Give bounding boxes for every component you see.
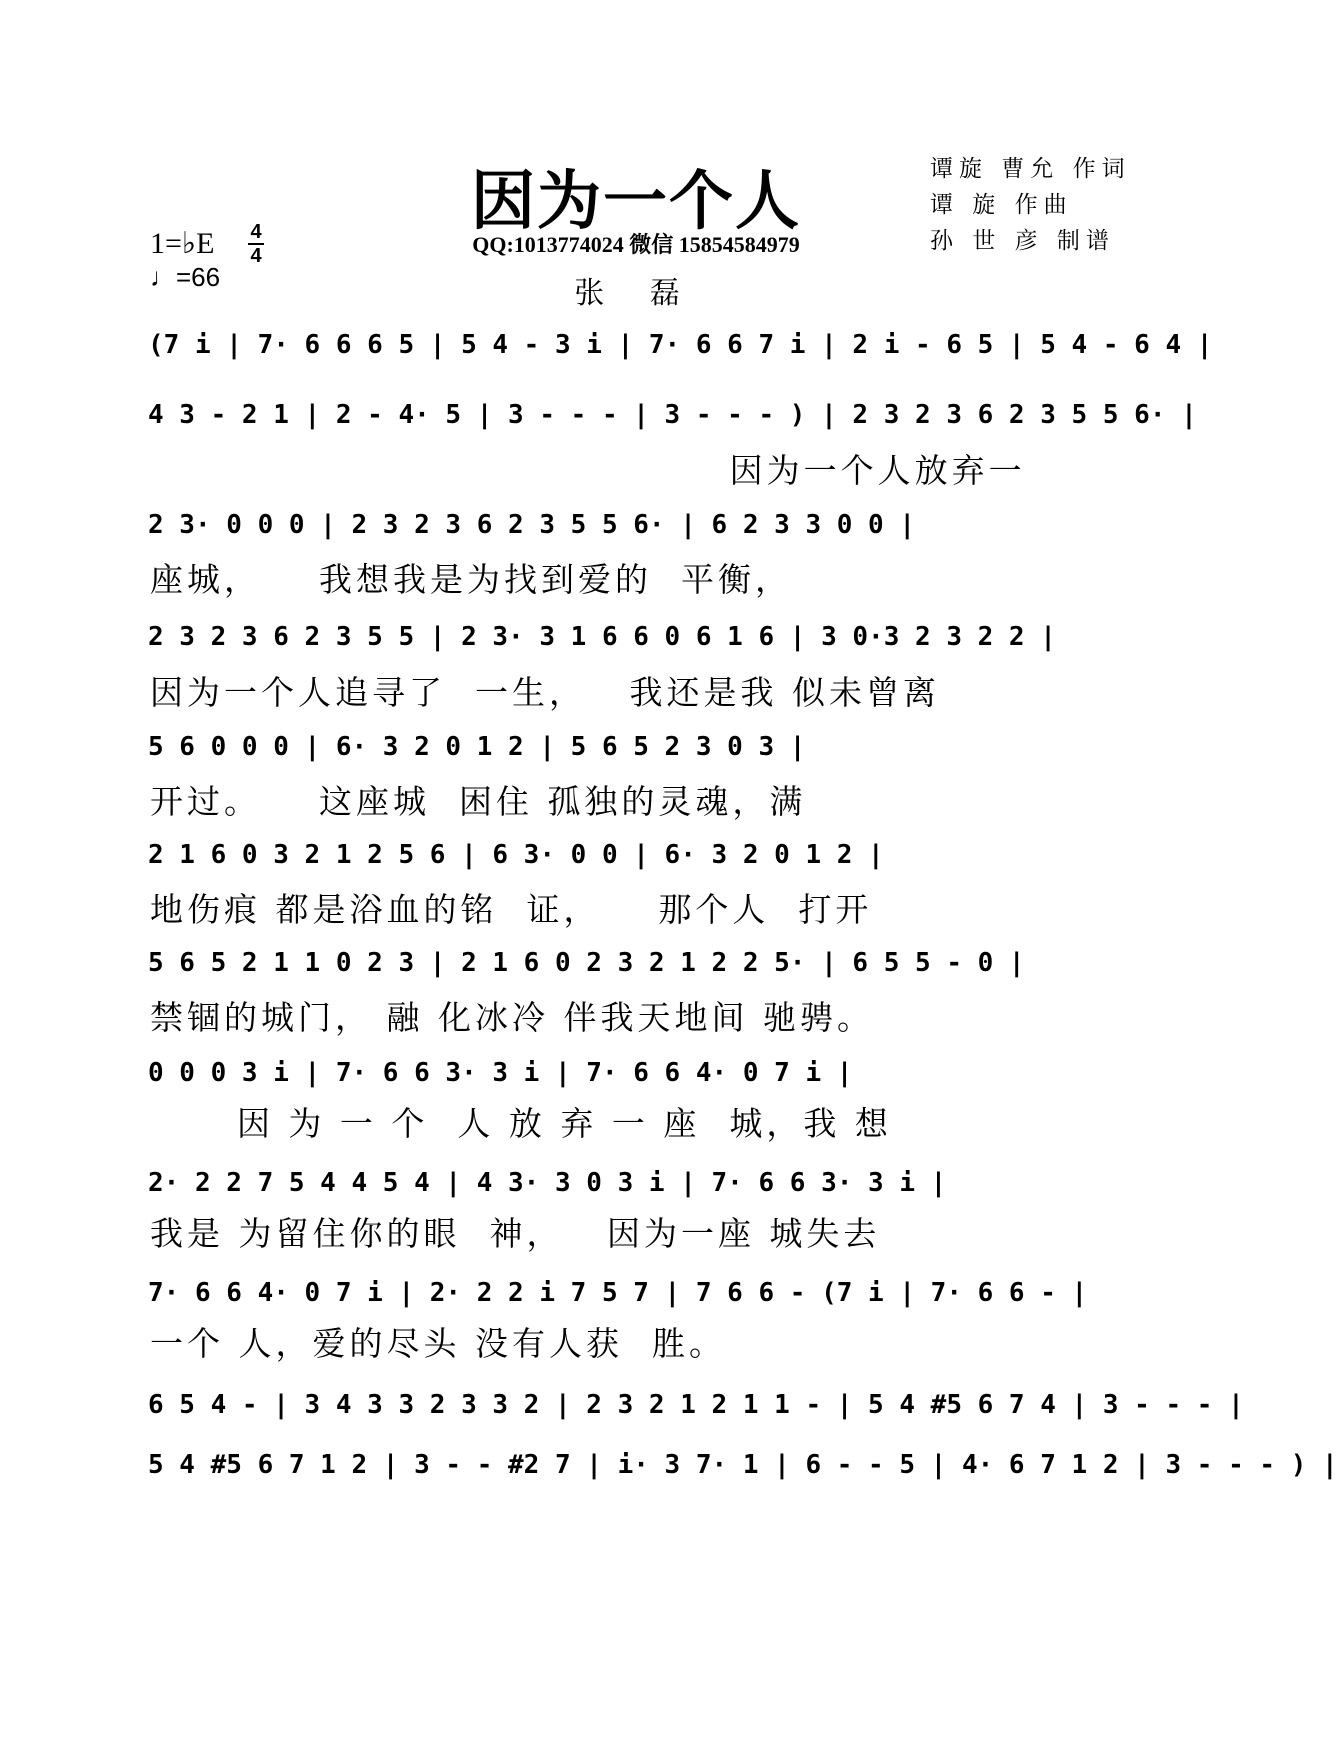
score-line-8-lyrics: 因 为 一 个 人 放 弃 一 座 城，我 想 [150,1104,892,1143]
score-line-4-lyrics: 因为一个人追寻了 一生， 我还是我 似未曾离 [150,673,940,712]
score-line-4-notes: 2 3 2 3 6 2 3 5 5 | 2 3· 3 1 6 6 0 6 1 6 | 3 0·3 2 3 2 2 | [148,622,1056,652]
score-line-9-lyrics: 我是 为留住你的眼 神， 因为一座 城失去 [150,1214,881,1253]
score-line-8-notes: 0 0 0 3 i | 7· 6 6 3· 3 i | 7· 6 6 4· 0 7 i | [148,1058,853,1088]
time-signature-top: 4 [250,221,262,243]
score-line-5-notes: 5 6 0 0 0 | 6· 3 2 0 1 2 | 5 6 5 2 3 0 3 | [148,732,806,762]
singer-name: 张 磊 [574,276,698,311]
score-line-11-notes: 6 5 4 - | 3 4 3 3 2 3 3 2 | 2 3 2 1 2 1 1 - | 5 4 #5 6 7 4 | 3 - - - | [148,1390,1244,1420]
score-line-1-notes: (7 i | 7· 6 6 6 5 | 5 4 - 3 i | 7· 6 6 7 i | 2 i - 6 5 | 5 4 - 6 4 | [148,330,1213,360]
score-line-2-lyrics: 因为一个人放弃一 [150,451,1026,490]
score-line-3-lyrics: 座城， 我想我是为找到爱的 平衡， [150,560,792,599]
score-line-7-lyrics: 禁锢的城门， 融 化冰冷 伴我天地间 驰骋。 [150,998,874,1037]
time-signature [248,222,264,266]
contact-info: QQ:1013774024 微信 15854584979 [472,232,800,257]
score-line-7-notes: 5 6 5 2 1 1 0 2 3 | 2 1 6 0 2 3 2 1 2 2 5· | 6 5 5 - 0 | [148,948,1025,978]
song-title: 因为一个人 [471,164,801,239]
score-line-2-notes: 4 3 - 2 1 | 2 - 4· 5 | 3 - - - | 3 - - - ) | 2 3 2 3 6 2 3 5 5 6· | [148,400,1197,430]
time-signature-bottom: 4 [250,245,262,267]
score-line-6-notes: 2 1 6 0 3 2 1 2 5 6 | 6 3· 0 0 | 6· 3 2 0 1 2 | [148,840,884,870]
transcriber-credit: 孙 世 彦 制谱 [930,228,1115,254]
composer-credit: 谭 旋 作曲 [930,192,1073,218]
tempo-marking: ♩=66 [150,262,221,292]
lyricist-credit: 谭旋 曹允 作词 [930,156,1131,182]
score-line-10-notes: 7· 6 6 4· 0 7 i | 2· 2 2 i 7 5 7 | 7 6 6 - (7 i | 7· 6 6 - | [148,1278,1088,1308]
score-line-10-lyrics: 一个 人，爱的尽头 没有人获 胜。 [150,1324,726,1363]
score-line-3-notes: 2 3· 0 0 0 | 2 3 2 3 6 2 3 5 5 6· | 6 2 3 3 0 0 | [148,510,916,540]
score-line-5-lyrics: 开过。 这座城 困住 孤独的灵魂，满 [150,782,807,821]
score-line-6-lyrics: 地伤痕 都是浴血的铭 证， 那个人 打开 [150,890,873,929]
score-line-9-notes: 2· 2 2 7 5 4 4 5 4 | 4 3· 3 0 3 i | 7· 6 6 3· 3 i | [148,1168,947,1198]
score-line-12-notes: 5 4 #5 6 7 1 2 | 3 - - #2 7 | i· 3 7· 1 | 6 - - 5 | 4· 6 7 1 2 | 3 - - - ) | [148,1450,1338,1480]
key-signature: 1=♭E [150,227,215,260]
